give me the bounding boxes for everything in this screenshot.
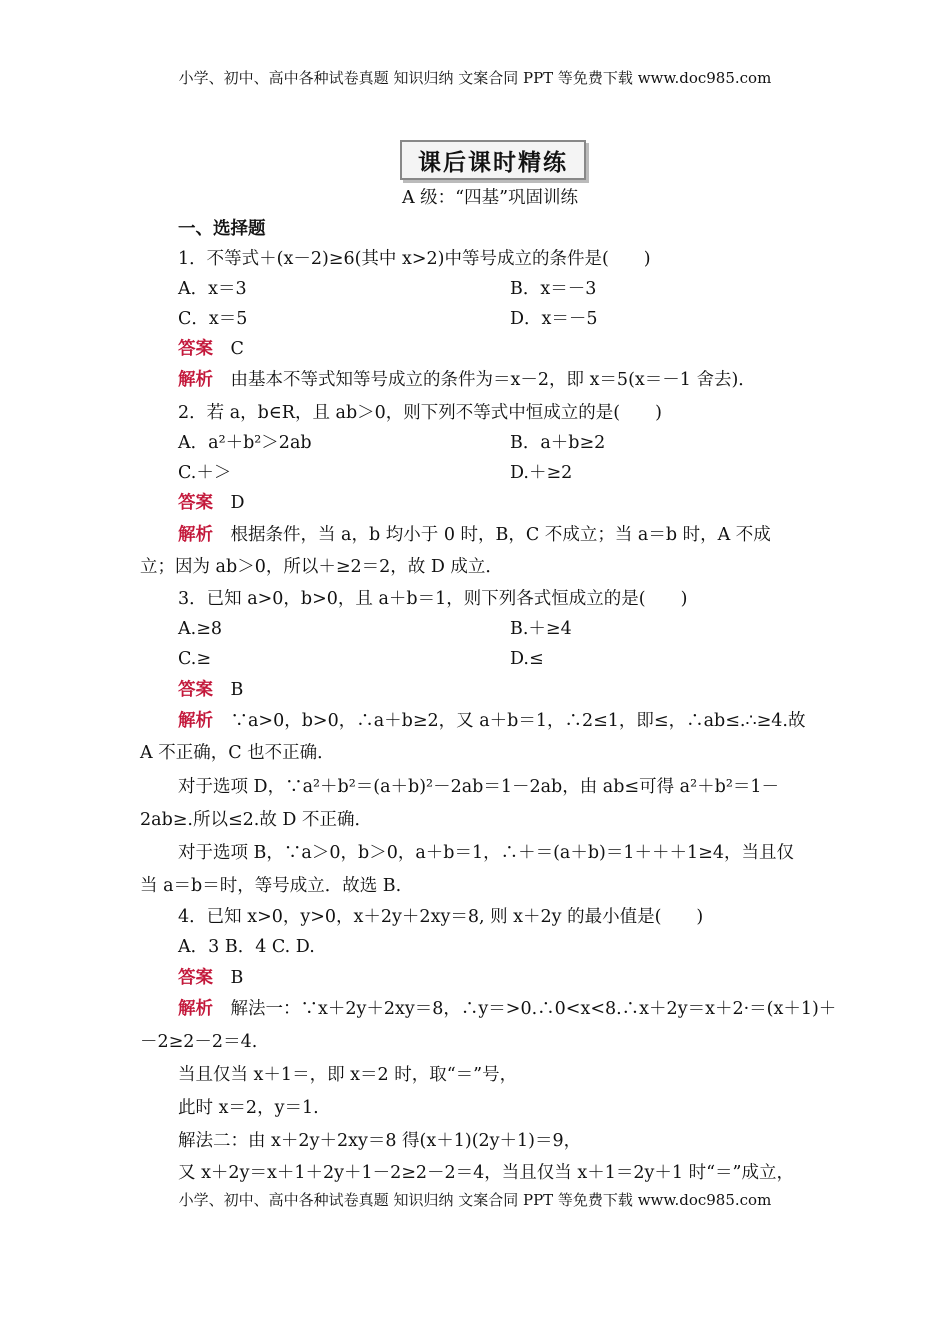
text-line <box>178 905 703 929</box>
text-line <box>178 431 312 455</box>
line-text: 此时 x＝2，y＝1. <box>178 1098 319 1118</box>
answer-label: 答案 <box>178 493 213 513</box>
line-text: 解法一：∵x＋2y＋2xy＝8，∴y＝>0.∴0<x<8.∴x＋2y＝x＋2·＝(x＋1)＋ <box>230 999 837 1019</box>
line-text: A．a²＋b²＞2ab <box>178 433 312 453</box>
line-text: B．a＋b≥2 <box>510 433 606 453</box>
text-line <box>178 1161 794 1185</box>
analysis-label: 解析 <box>178 525 213 545</box>
text-line <box>510 647 544 671</box>
line-text: 当 a＝b＝时，等号成立．故选 B. <box>140 876 402 896</box>
text-line <box>178 307 247 331</box>
text-line <box>178 841 794 865</box>
analysis-line <box>178 368 756 392</box>
line-text: A 不正确，C 也不正确． <box>140 743 335 763</box>
text-line <box>178 247 651 271</box>
analysis-line <box>178 523 771 547</box>
analysis-label: 解析 <box>178 370 213 390</box>
text-line <box>178 587 687 611</box>
line-text: 对于选项 B，∵a＞0，b＞0，a＋b＝1，∴＋＝(a＋b)＝1＋＋＋1≥4，当且仅 <box>178 843 794 863</box>
text-line <box>178 617 222 641</box>
line-text: 解法二：由 x＋2y＋2xy＝8 得(x＋1)(2y＋1)＝9， <box>178 1131 582 1151</box>
level-subtitle: A 级：“四基”巩固训练 <box>401 188 579 208</box>
line-text: 根据条件，当 a，b 均小于 0 时，B，C 不成立；当 a＝b 时，A 不成 <box>230 525 771 545</box>
line-text: 当且仅当 x＋1＝，即 x＝2 时，取“＝”号， <box>178 1065 518 1085</box>
answer-line <box>178 966 243 990</box>
line-text: 又 x＋2y＝x＋1＋2y＋1－2≥2－2＝4，当且仅当 x＋1＝2y＋1 时“＝”成立， <box>178 1163 794 1183</box>
answer-label: 答案 <box>178 680 213 700</box>
text-line <box>140 1030 257 1054</box>
text-line <box>178 401 662 425</box>
line-text: A．x＝3 <box>178 279 247 299</box>
line-text: D．x＝－5 <box>510 309 598 329</box>
line-text: B <box>230 680 244 700</box>
text-line <box>178 461 231 485</box>
line-text: 2ab≥.所以≤2.故 D 不正确． <box>140 810 373 830</box>
line-text: B <box>230 968 244 988</box>
line-text: 由基本不等式知等号成立的条件为＝x－2，即 x＝5(x＝－1 舍去)． <box>230 370 756 390</box>
answer-line <box>178 337 244 361</box>
text-line <box>140 741 335 765</box>
line-text: 2．若 a，b∈R，且 ab＞0，则下列不等式中恒成立的是( ) <box>178 403 662 423</box>
text-line <box>178 1129 581 1153</box>
text-line <box>140 874 401 898</box>
text-line <box>510 431 605 455</box>
answer-label: 答案 <box>178 339 213 359</box>
text-line <box>140 808 372 832</box>
line-text: 4．已知 x>0，y>0，x＋2y＋2xy＝8, 则 x＋2y 的最小值是( ) <box>178 907 704 927</box>
answer-line <box>178 491 245 515</box>
text-line <box>178 1096 319 1120</box>
answer-label: 答案 <box>178 968 213 988</box>
text-line <box>140 555 503 579</box>
text-line <box>510 307 598 331</box>
line-text: C <box>230 339 244 359</box>
line-text: D.＋≥2 <box>510 463 573 483</box>
text-line <box>178 647 211 671</box>
text-line <box>510 461 572 485</box>
footer-banner: 小学、初中、高中各种试卷真题 知识归纳 文案合同 PPT 等免费下载 www.doc985.com <box>178 1191 772 1209</box>
line-text: 对于选项 D，∵a²＋b²＝(a＋b)²－2ab＝1－2ab，由 ab≤可得 a²＋b²＝1－ <box>178 777 779 797</box>
analysis-line <box>178 997 836 1021</box>
line-text: D.≤ <box>510 649 544 669</box>
text-line <box>510 617 572 641</box>
section-heading: 一、选择题 <box>178 219 266 239</box>
line-text: D <box>230 493 245 513</box>
line-text: C．x＝5 <box>178 309 248 329</box>
line-text: ∵a>0，b>0，∴a＋b≥2，又 a＋b＝1，∴2≤1，即≤，∴ab≤.∴≥4.故 <box>230 711 806 731</box>
line-text: A.≥8 <box>178 619 222 639</box>
text-line <box>178 935 315 959</box>
analysis-label: 解析 <box>178 711 213 731</box>
text-line <box>178 277 247 301</box>
line-text: －2≥2－2＝4. <box>140 1032 258 1052</box>
line-text: C.＋＞ <box>178 463 232 483</box>
answer-line <box>178 678 243 702</box>
line-text: C.≥ <box>178 649 211 669</box>
line-text: 立；因为 ab＞0，所以＋≥2＝2，故 D 成立． <box>140 557 503 577</box>
text-line <box>178 775 779 799</box>
line-text: 1．不等式＋(x－2)≥6(其中 x>2)中等号成立的条件是( ) <box>178 249 651 269</box>
line-text: B．x＝－3 <box>510 279 597 299</box>
text-line <box>178 1063 517 1087</box>
text-line <box>510 277 596 301</box>
line-text: A．3 B．4 C. D. <box>178 937 315 957</box>
analysis-label: 解析 <box>178 999 213 1019</box>
header-banner: 小学、初中、高中各种试卷真题 知识归纳 文案合同 PPT 等免费下载 www.doc985.com <box>178 69 772 87</box>
analysis-line <box>178 709 805 733</box>
line-text: 3．已知 a>0，b>0，且 a＋b＝1，则下列各式恒成立的是( ) <box>178 589 688 609</box>
line-text: B.＋≥4 <box>510 619 572 639</box>
page-title: 课后课时精练 <box>400 140 586 180</box>
